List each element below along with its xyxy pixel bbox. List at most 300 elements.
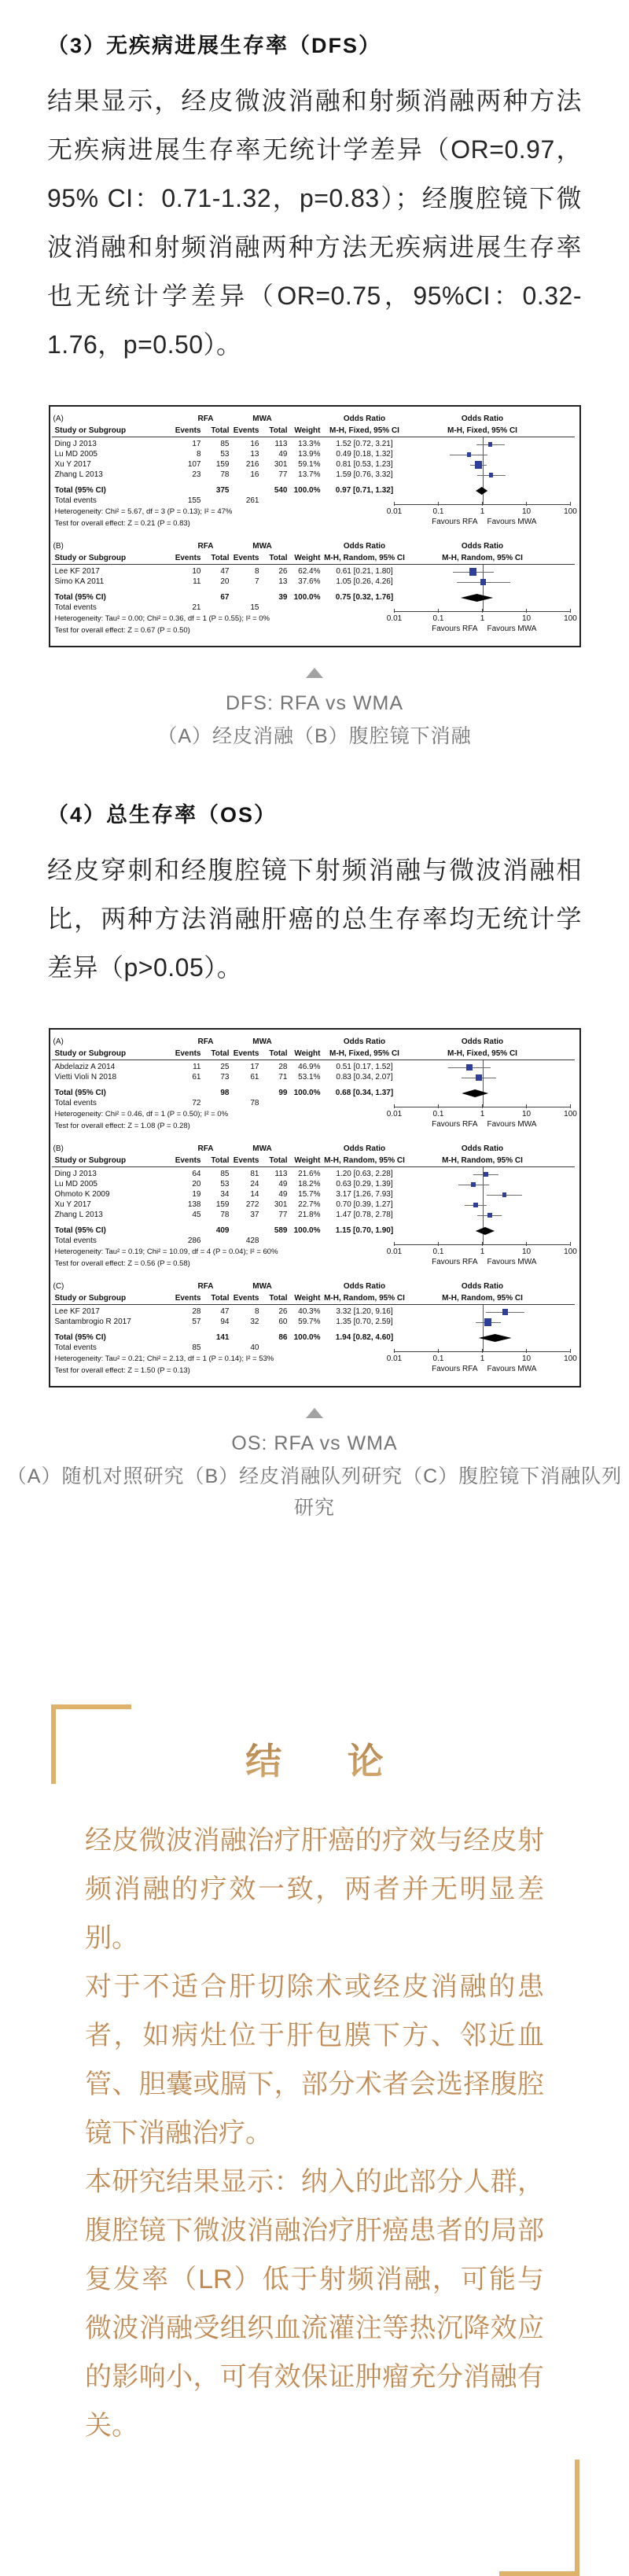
axis-tick	[438, 1349, 439, 1353]
study-events: 10	[192, 567, 201, 576]
column-header-study: Study or Subgroup	[54, 1049, 127, 1058]
study-weight: 21.6%	[298, 1170, 321, 1178]
study-total: 49	[278, 1190, 288, 1199]
summary-diamond	[462, 1089, 488, 1097]
odds-ratio-header: Odds Ratio	[343, 542, 386, 551]
study-events: 19	[192, 1190, 201, 1199]
total-n: 589	[274, 1226, 288, 1235]
axis-tick-label: 0.1	[432, 614, 444, 623]
study-weight: 46.9%	[298, 1063, 321, 1071]
column-header-total: Total	[269, 426, 288, 435]
total-label: Total (95% CI)	[54, 1226, 106, 1235]
total-or-ci: 1.15 [0.70, 1.90]	[335, 1226, 394, 1235]
column-header-events: Events	[233, 1156, 259, 1165]
effect-ci-header: M-H, Random, 95% CI	[324, 554, 405, 562]
study-events: 61	[250, 1073, 259, 1082]
study-events: 28	[192, 1307, 201, 1316]
axis-tick	[394, 1349, 395, 1353]
effect-ci-plot-header: M-H, Fixed, 95% CI	[447, 426, 517, 435]
axis-tick	[526, 502, 527, 506]
column-header-events: Events	[233, 1049, 259, 1058]
total-label: Total (95% CI)	[54, 593, 106, 602]
study-or-ci: 1.20 [0.63, 2.28]	[336, 1170, 393, 1178]
conclusion-body	[85, 1816, 544, 2450]
effect-square	[502, 1309, 509, 1315]
column-header-total: Total	[211, 1156, 230, 1165]
effect-square	[467, 452, 471, 456]
study-total: 49	[278, 1180, 288, 1188]
total-events-n: 78	[250, 1099, 259, 1107]
effect-square	[466, 1064, 473, 1071]
group-header-rfa: RFA	[197, 542, 214, 551]
summary-diamond	[476, 487, 487, 495]
study-events: 8	[196, 450, 201, 459]
study-events: 61	[192, 1073, 201, 1082]
axis-tick	[526, 609, 527, 613]
axis-tick-label: 1	[480, 1247, 485, 1256]
section-label: (B)	[53, 542, 64, 551]
os-caption-title: OS: RFA vs WMA	[231, 1432, 398, 1454]
up-triangle-icon	[306, 1408, 323, 1418]
total-events-label: Total events	[54, 496, 97, 505]
study-events: 216	[245, 460, 259, 469]
column-header-total: Total	[211, 1049, 230, 1058]
forest-plot-dfs-box	[49, 405, 581, 647]
total-n: 540	[274, 486, 288, 495]
study-total: 26	[278, 1307, 288, 1316]
summary-diamond	[476, 1227, 495, 1235]
axis-tick	[570, 1104, 571, 1108]
group-header-rfa: RFA	[197, 415, 214, 423]
study-name: Lu MD 2005	[54, 450, 97, 459]
study-name: Abdelaziz A 2014	[54, 1063, 116, 1071]
no-effect-line	[483, 1305, 484, 1351]
effect-square	[471, 1182, 476, 1187]
study-events: 20	[192, 1180, 201, 1188]
axis-tick	[438, 1104, 439, 1108]
study-or-ci: 0.70 [0.39, 1.27]	[336, 1200, 393, 1209]
study-weight: 15.7%	[298, 1190, 321, 1199]
study-total: 13	[278, 577, 288, 586]
heterogeneity-text: Heterogeneity: Chi² = 5.67, df = 3 (P = 0.13); I² = 47%	[54, 507, 233, 516]
group-header-mwa: MWA	[252, 542, 272, 551]
total-n: 67	[220, 593, 230, 602]
study-or-ci: 1.35 [0.70, 2.59]	[336, 1317, 393, 1326]
total-events-n: 15	[250, 603, 259, 612]
axis-tick-label: 1	[480, 1110, 485, 1118]
axis-tick	[526, 1349, 527, 1353]
total-n: 98	[220, 1089, 230, 1097]
article-body-os	[0, 752, 629, 992]
column-header-events: Events	[233, 1294, 259, 1303]
column-header-weight: Weight	[294, 426, 321, 435]
heterogeneity-text: Heterogeneity: Tau² = 0.19; Chi² = 10.09, df = 4 (P = 0.04); I² = 60%	[54, 1247, 278, 1256]
study-total: 77	[278, 470, 288, 479]
total-events-label: Total events	[54, 1236, 97, 1245]
corner-bracket-top-left-icon	[51, 1704, 131, 1784]
paragraph-os-result: 经皮穿刺和经腹腔镜下射频消融与微波消融相比，两种方法消融肝癌的总生存率均无统计学差异（p>0.05）。	[47, 856, 582, 982]
total-label: Total (95% CI)	[54, 1333, 106, 1342]
axis-tick-label: 10	[521, 614, 532, 623]
total-or-ci: 0.97 [0.71, 1.32]	[335, 486, 394, 495]
total-events-n: 40	[250, 1343, 259, 1352]
column-header-total: Total	[269, 1049, 288, 1058]
axis-tick-label: 100	[564, 1354, 577, 1363]
axis-tick-label: 0.1	[432, 507, 444, 516]
axis-tick-label: 0.01	[386, 1354, 403, 1363]
section-label: (A)	[53, 415, 64, 423]
effect-square	[480, 579, 486, 584]
study-total: 113	[274, 440, 288, 448]
dfs-caption-title: DFS: RFA vs WMA	[225, 692, 404, 714]
study-weight: 37.6%	[298, 577, 321, 586]
column-header-total: Total	[211, 554, 230, 562]
section-heading-dfs: （3）无疾病进展生存率（DFS）	[47, 34, 382, 57]
study-weight: 13.3%	[298, 440, 321, 448]
axis-tick-label: 0.1	[432, 1110, 444, 1118]
column-header-weight: Weight	[294, 554, 321, 562]
forest-section	[52, 413, 575, 533]
axis-tick	[482, 1104, 483, 1108]
study-events: 57	[192, 1317, 201, 1326]
column-header-total: Total	[211, 1294, 230, 1303]
group-header-mwa: MWA	[252, 415, 272, 423]
section-gap	[52, 1135, 578, 1143]
study-or-ci: 0.61 [0.21, 1.80]	[336, 567, 393, 576]
study-events: 81	[250, 1170, 259, 1178]
effect-ci-header: M-H, Random, 95% CI	[324, 1294, 405, 1303]
study-weight: 22.7%	[298, 1200, 321, 1209]
axis-tick-label: 0.01	[386, 1110, 403, 1118]
study-or-ci: 0.49 [0.18, 1.32]	[336, 450, 393, 459]
axis-tick-label: 1	[480, 1354, 485, 1363]
paragraph-dfs-result: 结果显示，经皮微波消融和射频消融两种方法无疾病进展生存率无统计学差异（OR=0.97，95% CI：0.71-1.32，p=0.83）；经腹腔镜下微波消融和射频消融两种方法无疾病进展生存率也无统计学差异（OR=0.75，95%CI：0.32-1.76，p=0.50）。	[47, 87, 582, 359]
axis-tick-label: 0.1	[432, 1247, 444, 1256]
study-name: Ohmoto K 2009	[54, 1190, 110, 1199]
axis-tick-label: 0.01	[386, 1247, 403, 1256]
overall-effect-text: Test for overall effect: Z = 0.21 (P = 0.83)	[54, 519, 190, 528]
study-total: 71	[278, 1073, 288, 1082]
forest-plot-dfs	[49, 405, 581, 647]
study-total: 78	[220, 1211, 230, 1219]
study-events: 17	[250, 1063, 259, 1071]
study-events: 17	[192, 440, 201, 448]
axis-tick	[570, 1242, 571, 1246]
column-header-events: Events	[233, 426, 259, 435]
total-n: 141	[215, 1333, 230, 1342]
up-triangle-icon	[306, 668, 323, 678]
study-events: 11	[193, 1063, 201, 1071]
effect-square	[475, 461, 482, 468]
study-events: 37	[250, 1211, 259, 1219]
column-header-events: Events	[175, 1049, 201, 1058]
study-total: 85	[220, 1170, 230, 1178]
axis-tick-label: 10	[521, 1247, 532, 1256]
study-total: 113	[274, 1170, 288, 1178]
axis-tick-label: 100	[564, 614, 577, 623]
column-header-study: Study or Subgroup	[54, 426, 127, 435]
study-total: 60	[278, 1317, 288, 1326]
total-n: 375	[215, 486, 230, 495]
odds-ratio-header: Odds Ratio	[343, 1282, 386, 1291]
study-name: Ding J 2013	[54, 440, 97, 448]
axis-tick-label: 100	[564, 1110, 577, 1118]
overall-effect-text: Test for overall effect: Z = 0.67 (P = 0.50)	[54, 626, 190, 635]
header-underline	[52, 1166, 575, 1167]
study-name: Santambrogio R 2017	[54, 1317, 131, 1326]
study-name: Lu MD 2005	[54, 1180, 97, 1188]
total-weight: 100.0%	[293, 1089, 321, 1097]
study-events: 8	[254, 1307, 259, 1316]
column-header-events: Events	[233, 554, 259, 562]
axis-tick	[482, 502, 483, 506]
study-or-ci: 0.63 [0.29, 1.39]	[336, 1180, 393, 1188]
effect-square	[484, 1172, 488, 1177]
section-label: (C)	[53, 1282, 64, 1291]
forest-plot-os-box	[49, 1028, 581, 1388]
study-or-ci: 1.52 [0.72, 3.21]	[336, 440, 393, 448]
total-or-ci: 0.68 [0.34, 1.37]	[335, 1089, 394, 1097]
study-total: 53	[220, 450, 230, 459]
forest-section	[52, 1143, 575, 1273]
summary-diamond	[479, 1334, 512, 1342]
axis-tick	[394, 1104, 395, 1108]
study-weight: 59.1%	[298, 460, 321, 469]
study-weight: 62.4%	[298, 567, 321, 576]
column-header-events: Events	[175, 1294, 201, 1303]
study-events: 7	[254, 577, 259, 586]
study-total: 25	[220, 1063, 230, 1071]
total-n: 409	[215, 1226, 230, 1235]
axis-tick	[438, 1242, 439, 1246]
favours-left-label: Favours RFA	[432, 625, 478, 633]
forest-section	[52, 1281, 575, 1380]
total-weight: 100.0%	[293, 486, 321, 495]
total-events-n: 85	[192, 1343, 201, 1352]
forest-section	[52, 540, 575, 639]
group-header-rfa: RFA	[197, 1144, 214, 1153]
total-label: Total (95% CI)	[54, 1089, 106, 1097]
study-total: 20	[220, 577, 230, 586]
study-total: 53	[220, 1180, 230, 1188]
os-caption-subtitle: （A）随机对照研究（B）经皮消融队列研究（C）腹腔镜下消融队列研究	[6, 1465, 623, 1519]
study-events: 23	[192, 470, 201, 479]
study-or-ci: 1.47 [0.78, 2.78]	[336, 1211, 393, 1219]
study-events: 45	[192, 1211, 201, 1219]
study-total: 301	[274, 1200, 288, 1209]
study-total: 94	[220, 1317, 230, 1326]
effect-square	[488, 442, 492, 446]
section-gap	[52, 1273, 578, 1281]
axis-tick-label: 10	[521, 1110, 532, 1118]
dfs-caption-subtitle: （A）经皮消融（B）腹腔镜下消融	[157, 725, 472, 747]
column-header-events: Events	[175, 426, 201, 435]
axis-tick	[526, 1242, 527, 1246]
study-events: 64	[192, 1170, 201, 1178]
effect-square	[502, 1192, 506, 1196]
axis-tick	[438, 609, 439, 613]
study-total: 301	[274, 460, 288, 469]
group-header-rfa: RFA	[197, 1282, 214, 1291]
study-total: 78	[220, 470, 230, 479]
study-weight: 13.7%	[298, 470, 321, 479]
axis-tick	[394, 1242, 395, 1246]
favours-right-label: Favours MWA	[487, 518, 537, 526]
study-or-ci: 1.05 [0.26, 4.26]	[336, 577, 393, 586]
total-events-n: 72	[192, 1099, 201, 1107]
total-events-n: 155	[187, 496, 201, 505]
study-events: 8	[254, 567, 259, 576]
group-header-rfa: RFA	[197, 1037, 214, 1046]
heterogeneity-text: Heterogeneity: Tau² = 0.00; Chi² = 0.36, df = 1 (P = 0.55); I² = 0%	[54, 614, 270, 623]
header-underline	[52, 1304, 575, 1305]
study-or-ci: 0.83 [0.34, 2.07]	[336, 1073, 393, 1082]
total-n: 86	[278, 1333, 288, 1342]
conclusion-paragraph: 经皮微波消融治疗肝癌的疗效与经皮射频消融的疗效一致，两者并无明显差别。	[85, 1826, 544, 1953]
study-events: 272	[245, 1200, 259, 1209]
axis-tick	[482, 1349, 483, 1353]
odds-ratio-plot-header: Odds Ratio	[461, 1037, 504, 1046]
total-events-n: 261	[245, 496, 259, 505]
axis-tick	[394, 609, 395, 613]
axis-tick	[570, 502, 571, 506]
column-header-total: Total	[211, 426, 230, 435]
heterogeneity-text: Heterogeneity: Tau² = 0.21; Chi² = 2.13, df = 1 (P = 0.14); I² = 53%	[54, 1354, 274, 1363]
corner-bracket-bottom-right-icon	[499, 2460, 579, 2576]
study-name: Ding J 2013	[54, 1170, 97, 1178]
axis-tick-label: 0.1	[432, 1354, 444, 1363]
total-events-n: 286	[187, 1236, 201, 1245]
total-events-n: 428	[245, 1236, 259, 1245]
section-label: (B)	[53, 1144, 64, 1153]
odds-ratio-header: Odds Ratio	[343, 415, 386, 423]
group-header-mwa: MWA	[252, 1282, 272, 1291]
column-header-events: Events	[175, 554, 201, 562]
overall-effect-text: Test for overall effect: Z = 1.50 (P = 0.13)	[54, 1366, 190, 1375]
odds-ratio-plot-header: Odds Ratio	[461, 542, 504, 551]
effect-ci-plot-header: M-H, Fixed, 95% CI	[447, 1049, 517, 1058]
favours-right-label: Favours MWA	[487, 1120, 537, 1129]
study-events: 107	[187, 460, 201, 469]
axis-tick	[482, 1242, 483, 1246]
total-events-label: Total events	[54, 1343, 97, 1352]
odds-ratio-plot-header: Odds Ratio	[461, 1282, 504, 1291]
column-header-study: Study or Subgroup	[54, 1156, 127, 1165]
article-body	[0, 0, 629, 369]
axis-tick-label: 10	[521, 507, 532, 516]
total-events-label: Total events	[54, 1099, 97, 1107]
column-header-events: Events	[175, 1156, 201, 1165]
favours-right-label: Favours MWA	[487, 1365, 537, 1373]
forest-plot-os	[49, 1028, 581, 1388]
total-or-ci: 0.75 [0.32, 1.76]	[335, 593, 394, 602]
study-weight: 53.1%	[298, 1073, 321, 1082]
study-weight: 59.7%	[298, 1317, 321, 1326]
study-total: 28	[278, 1063, 288, 1071]
effect-square	[476, 1074, 483, 1082]
effect-square	[487, 1213, 492, 1218]
column-header-total: Total	[269, 554, 288, 562]
section-label: (A)	[53, 1037, 64, 1046]
heterogeneity-text: Heterogeneity: Chi² = 0.46, df = 1 (P = 0.50); I² = 0%	[54, 1110, 229, 1118]
axis-tick	[570, 1349, 571, 1353]
column-header-total: Total	[269, 1156, 288, 1165]
group-header-mwa: MWA	[252, 1037, 272, 1046]
study-name: Simo KA 2011	[54, 577, 105, 586]
effect-square	[489, 473, 493, 477]
study-events: 138	[187, 1200, 201, 1209]
effect-ci-header: M-H, Fixed, 95% CI	[329, 426, 399, 435]
effect-square	[469, 568, 477, 576]
study-name: Zhang L 2013	[54, 470, 103, 479]
study-or-ci: 3.17 [1.26, 7.93]	[336, 1190, 393, 1199]
forest-section	[52, 1036, 575, 1135]
total-or-ci: 1.94 [0.82, 4.60]	[335, 1333, 394, 1342]
column-header-weight: Weight	[294, 1049, 321, 1058]
conclusion-paragraph: 本研究结果显示：纳入的此部分人群，腹腔镜下微波消融治疗肝癌患者的局部复发率（LR）低于射频消融，可能与微波消融受组织血流灌注等热沉降效应的影响小，可有效保证肿瘤充分消融有关。	[85, 2167, 544, 2441]
study-total: 47	[220, 1307, 230, 1316]
axis-tick-label: 1	[480, 614, 485, 623]
study-or-ci: 0.51 [0.17, 1.52]	[336, 1063, 393, 1071]
axis-tick-label: 100	[564, 1247, 577, 1256]
group-header-mwa: MWA	[252, 1144, 272, 1153]
study-total: 73	[220, 1073, 230, 1082]
conclusion-section	[0, 1704, 629, 2576]
favours-left-label: Favours RFA	[432, 1120, 478, 1129]
study-total: 34	[220, 1190, 230, 1199]
study-events: 13	[250, 450, 259, 459]
study-events: 11	[193, 577, 201, 586]
conclusion-paragraph: 对于不适合肝切除术或经皮消融的患者，如病灶位于肝包膜下方、邻近血管、胆囊或膈下，部分术者会选择腹腔镜下消融治疗。	[85, 1972, 544, 2148]
odds-ratio-header: Odds Ratio	[343, 1037, 386, 1046]
axis-tick-label: 0.01	[386, 614, 403, 623]
axis-tick	[526, 1104, 527, 1108]
section-gap	[52, 533, 578, 540]
favours-right-label: Favours MWA	[487, 1258, 537, 1266]
study-weight: 18.2%	[298, 1180, 321, 1188]
column-header-study: Study or Subgroup	[54, 554, 127, 562]
conclusion-title: 结 论	[0, 1704, 629, 1785]
study-weight: 13.9%	[298, 450, 321, 459]
study-weight: 40.3%	[298, 1307, 321, 1316]
effect-ci-plot-header: M-H, Random, 95% CI	[442, 1294, 523, 1303]
total-events-label: Total events	[54, 603, 97, 612]
favours-left-label: Favours RFA	[432, 1365, 478, 1373]
column-header-total: Total	[269, 1294, 288, 1303]
effect-ci-header: M-H, Random, 95% CI	[324, 1156, 405, 1165]
axis-tick-label: 10	[521, 1354, 532, 1363]
study-total: 159	[215, 1200, 230, 1209]
study-events: 14	[250, 1190, 259, 1199]
total-weight: 100.0%	[293, 1333, 321, 1342]
axis-tick	[394, 502, 395, 506]
axis-tick-label: 1	[480, 507, 485, 516]
axis-tick-label: 0.01	[386, 507, 403, 516]
study-total: 77	[278, 1211, 288, 1219]
study-total: 85	[220, 440, 230, 448]
effect-square	[473, 1203, 478, 1207]
effect-ci-plot-header: M-H, Random, 95% CI	[442, 1156, 523, 1165]
header-underline	[52, 564, 575, 565]
axis-tick	[438, 502, 439, 506]
total-n: 99	[278, 1089, 288, 1097]
favours-left-label: Favours RFA	[432, 1258, 478, 1266]
study-total: 159	[215, 460, 230, 469]
favours-left-label: Favours RFA	[432, 518, 478, 526]
axis-tick	[482, 609, 483, 613]
study-name: Vietti Violi N 2018	[54, 1073, 117, 1082]
odds-ratio-plot-header: Odds Ratio	[461, 1144, 504, 1153]
